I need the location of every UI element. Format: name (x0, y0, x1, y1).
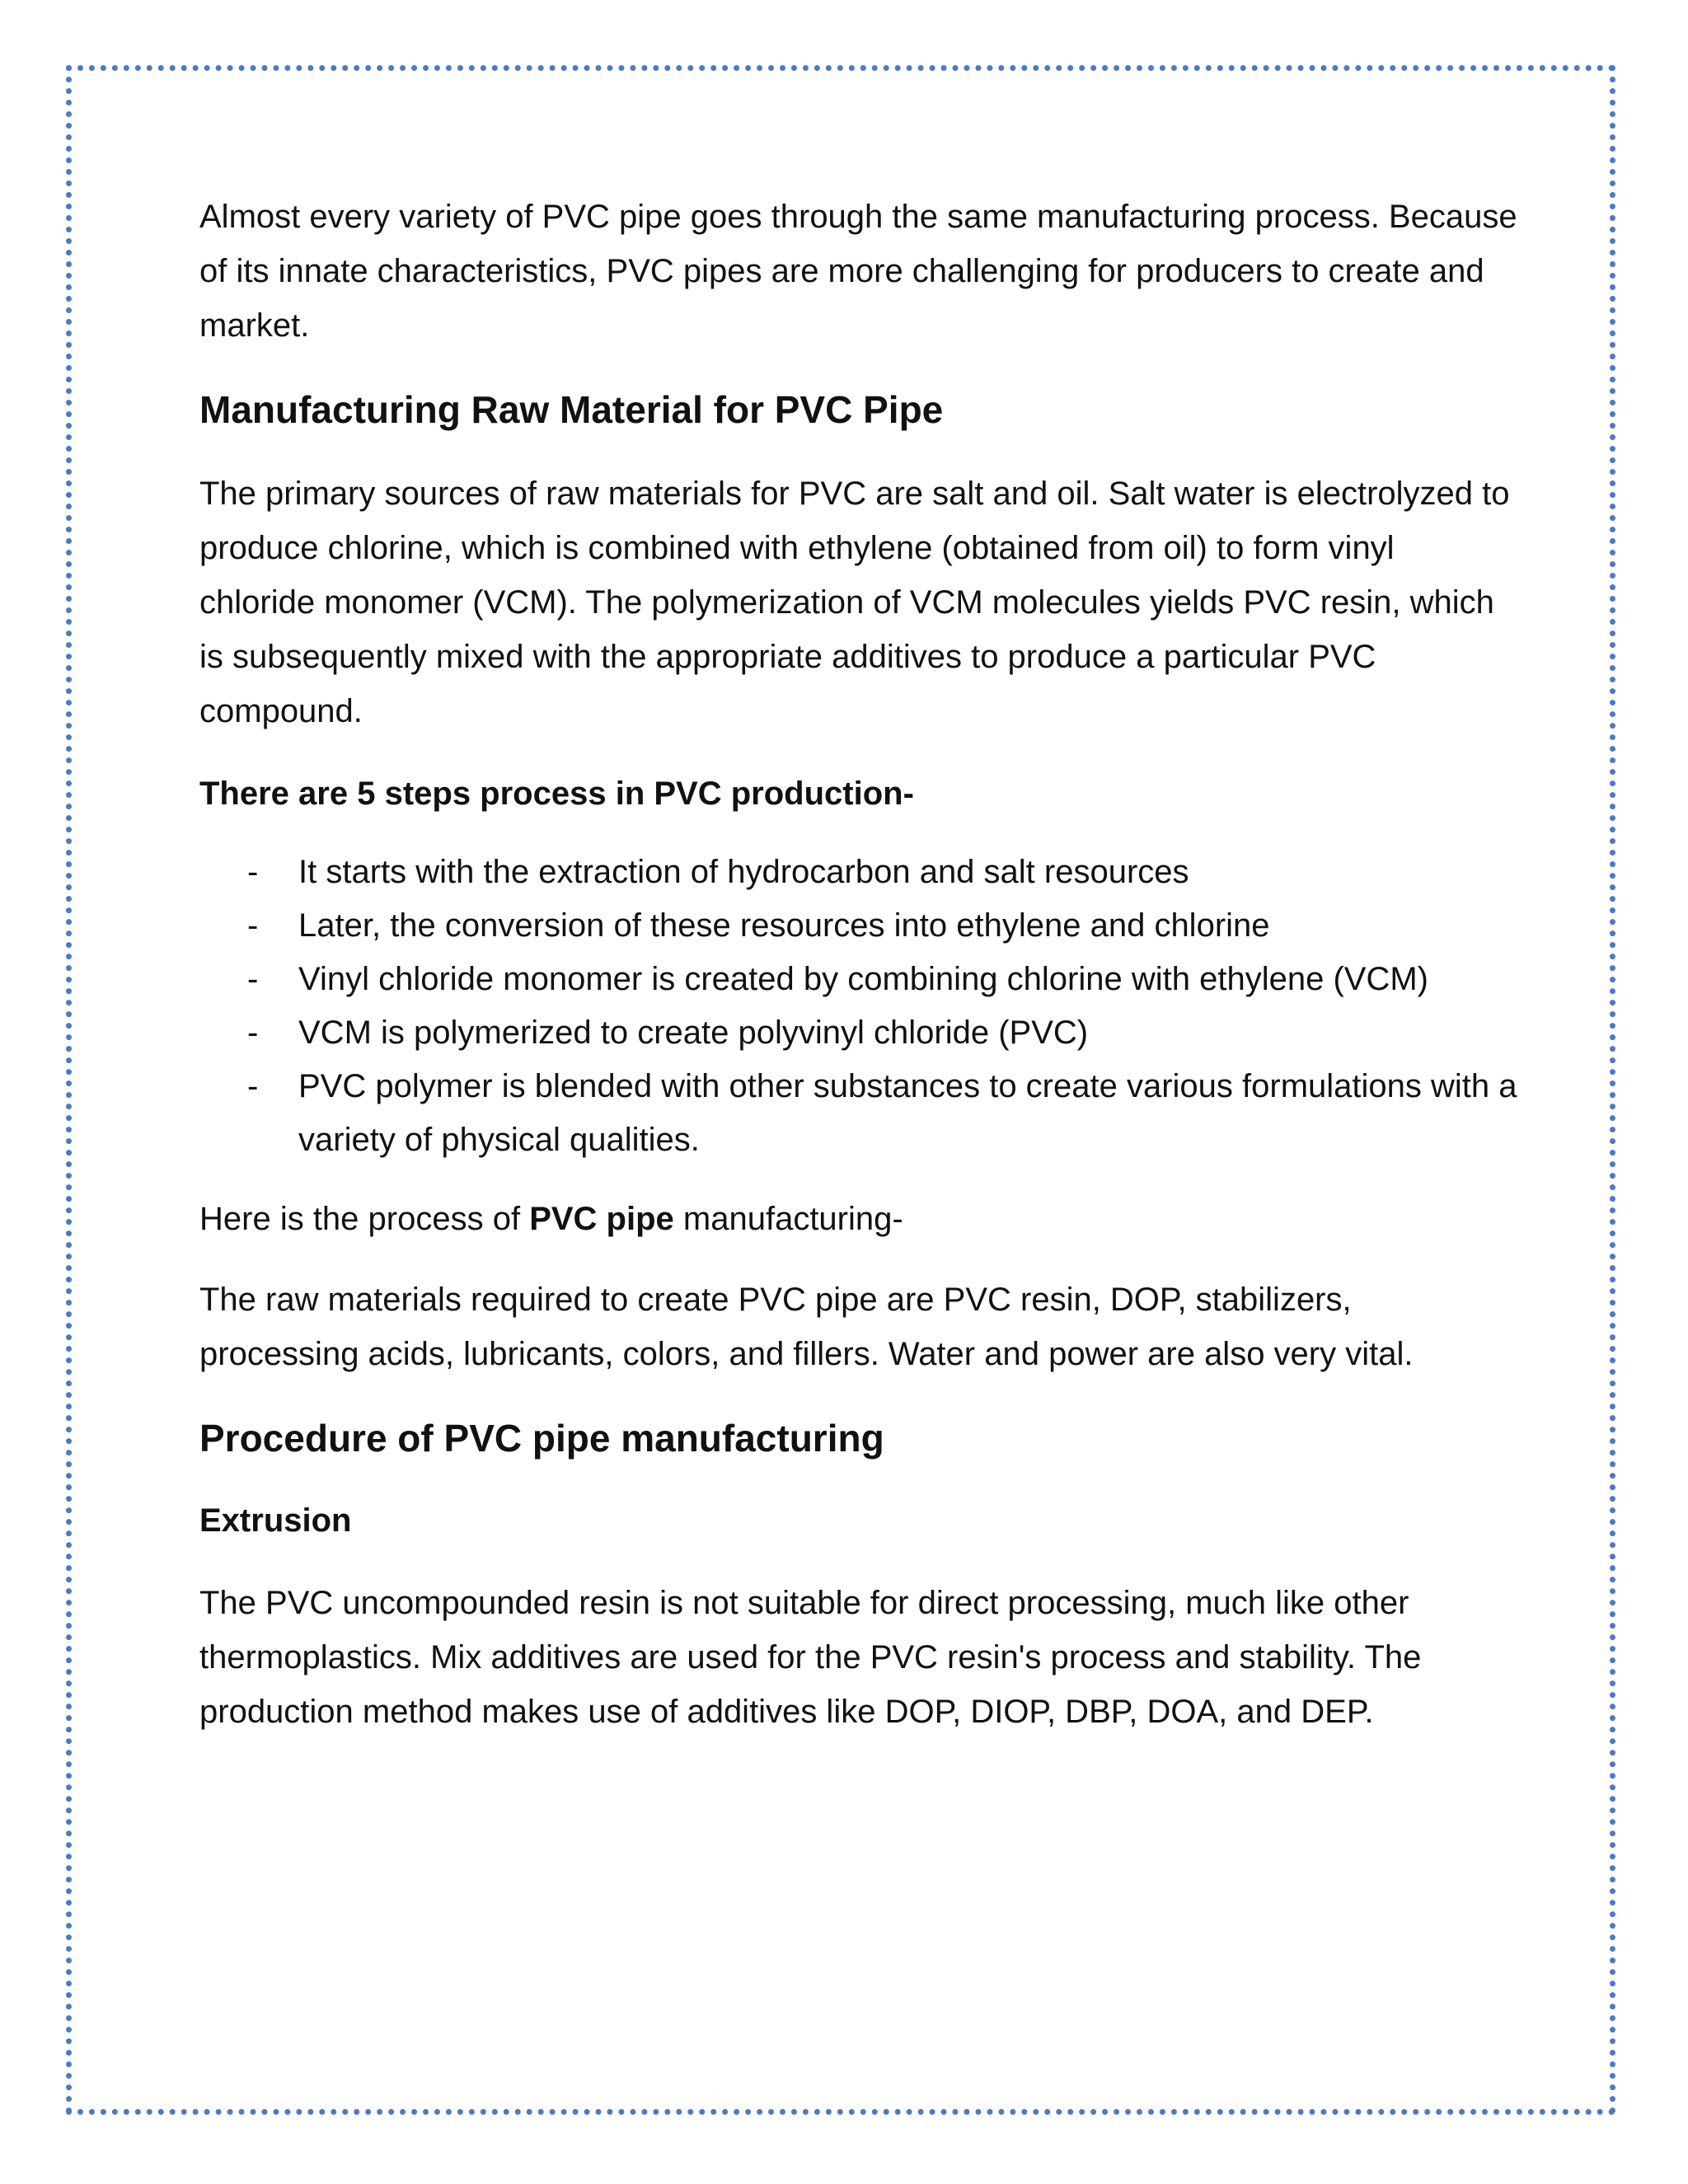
step-text: Later, the conversion of these resources into ethylene and chlorine (298, 907, 1270, 944)
raw-material-heading: Manufacturing Raw Material for PVC Pipe (199, 388, 944, 431)
extrusion-subheading: Extrusion (199, 1502, 352, 1539)
document-body (199, 190, 1518, 1739)
list-item (199, 1006, 1518, 1060)
bullet-dash: - (247, 961, 259, 997)
process-line-end: manufacturing- (673, 1201, 903, 1237)
bullet-dash: - (247, 907, 259, 944)
extrusion-paragraph: The PVC uncompounded resin is not suitable for direct processing, much like other thermoplastics. Mix additives are used for the PVC resin's process and stability. The production method makes use of additives like DOP, DIOP, DBP, DOA, and DEP. (199, 1585, 1422, 1730)
process-line (199, 1192, 1518, 1246)
list-item (199, 1060, 1518, 1167)
step-text: It starts with the extraction of hydrocarbon and salt resources (298, 854, 1189, 890)
step-text: PVC polymer is blended with other substances to create various formulations with a variety of physical qualities. (298, 1068, 1517, 1158)
raw-material-paragraph: The primary sources of raw materials for PVC are salt and oil. Salt water is electrolyzed to produce chlorine, which is combined with ethylene (obtained from oil) to form vinyl chloride monomer (VCM). The polymerization of VCM molecules yields PVC resin, which is subsequently mixed with the appropriate additives to produce a particular PVC compound. (199, 476, 1510, 729)
step-text: VCM is polymerized to create polyvinyl chloride (PVC) (298, 1015, 1089, 1051)
steps-list (199, 846, 1518, 1167)
bullet-dash: - (247, 1068, 259, 1104)
list-item (199, 846, 1518, 899)
process-line-bold: PVC pipe (529, 1201, 674, 1237)
procedure-heading: Procedure of PVC pipe manufacturing (199, 1417, 884, 1460)
bullet-dash: - (247, 854, 259, 890)
bullet-dash: - (247, 1015, 259, 1051)
steps-intro: There are 5 steps process in PVC production- (199, 776, 914, 812)
process-line-start: Here is the process of (199, 1201, 530, 1237)
step-text: Vinyl chloride monomer is created by combining chlorine with ethylene (VCM) (298, 961, 1428, 997)
raw-materials-paragraph: The raw materials required to create PVC pipe are PVC resin, DOP, stabilizers, processing acids, lubricants, colors, and fillers. Water and power are also very vital. (199, 1282, 1414, 1372)
list-item (199, 953, 1518, 1006)
list-item (199, 899, 1518, 953)
intro-paragraph: Almost every variety of PVC pipe goes through the same manufacturing process. Because of its innate characteristics, PVC pipes are more challenging for producers to create and market. (199, 199, 1517, 344)
